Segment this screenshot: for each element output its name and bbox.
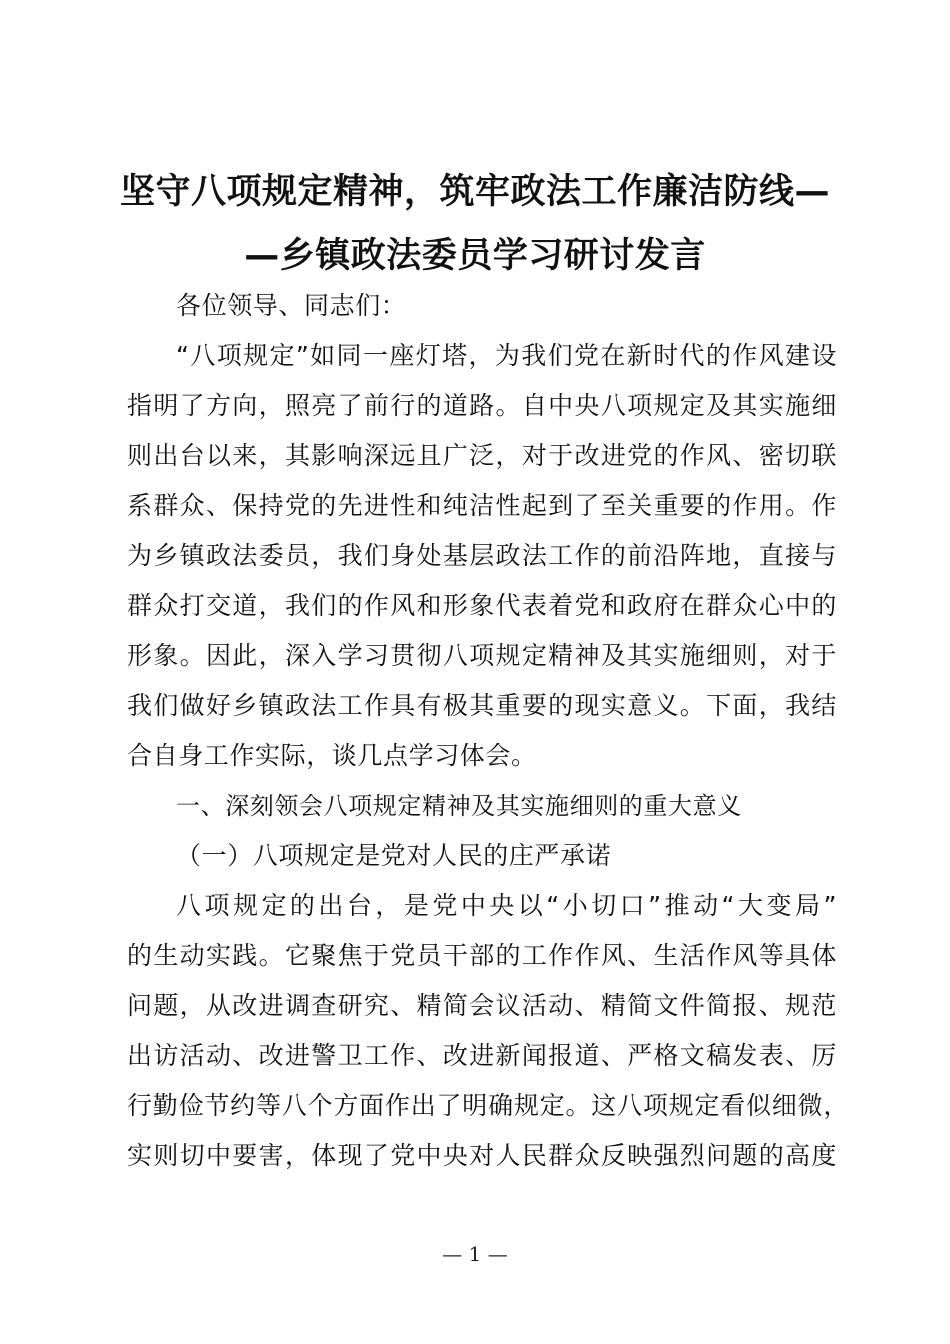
paragraph-line: “八项规定”如同一座灯塔，为我们党在新时代的作风建设 xyxy=(176,341,837,370)
paragraph-line: 八项规定的出台，是党中央以“小切口”推动“大变局” xyxy=(176,891,837,920)
paragraph-line: 为乡镇政法委员，我们身处基层政法工作的前沿阵地，直接与 xyxy=(127,541,837,570)
paragraph-line: 指明了方向，照亮了前行的道路。自中央八项规定及其实施细 xyxy=(127,391,837,420)
paragraph-line: 行勤俭节约等八个方面作出了明确规定。这八项规定看似细微， xyxy=(127,1091,849,1120)
page-number: — 1 — xyxy=(442,1242,508,1266)
section-heading: 一、深刻领会八项规定精神及其实施细则的重大意义 xyxy=(176,792,742,820)
paragraph-line: 实则切中要害，体现了党中央对人民群众反映强烈问题的高度 xyxy=(127,1141,837,1170)
subsection-heading: （一）八项规定是党对人民的庄严承诺 xyxy=(176,841,612,870)
paragraph-line: 我们做好乡镇政法工作具有极其重要的现实意义。下面，我结 xyxy=(127,691,837,720)
paragraph-line: 合自身工作实际，谈几点学习体会。 xyxy=(127,741,537,770)
paragraph-line: 群众打交道，我们的作风和形象代表着党和政府在群众心中的 xyxy=(127,591,837,620)
document-title-line-2: —乡镇政法委员学习研讨发言 xyxy=(244,236,706,276)
paragraph-line: 问题，从改进调查研究、精简会议活动、精简文件简报、规范 xyxy=(127,991,837,1020)
paragraph-line: 形象。因此，深入学习贯彻八项规定精神及其实施细则，对于 xyxy=(127,641,837,670)
salutation: 各位领导、同志们： xyxy=(176,291,407,320)
document-title-line-1: 坚守八项规定精神，筑牢政法工作廉洁防线— xyxy=(119,172,830,212)
paragraph-line: 出访活动、改进警卫工作、改进新闻报道、严格文稿发表、厉 xyxy=(127,1041,837,1070)
paragraph-line: 的生动实践。它聚焦于党员干部的工作作风、生活作风等具体 xyxy=(127,941,837,970)
paragraph-line: 则出台以来，其影响深远且广泛，对于改进党的作风、密切联 xyxy=(127,441,837,470)
paragraph-line: 系群众、保持党的先进性和纯洁性起到了至关重要的作用。作 xyxy=(127,491,837,520)
